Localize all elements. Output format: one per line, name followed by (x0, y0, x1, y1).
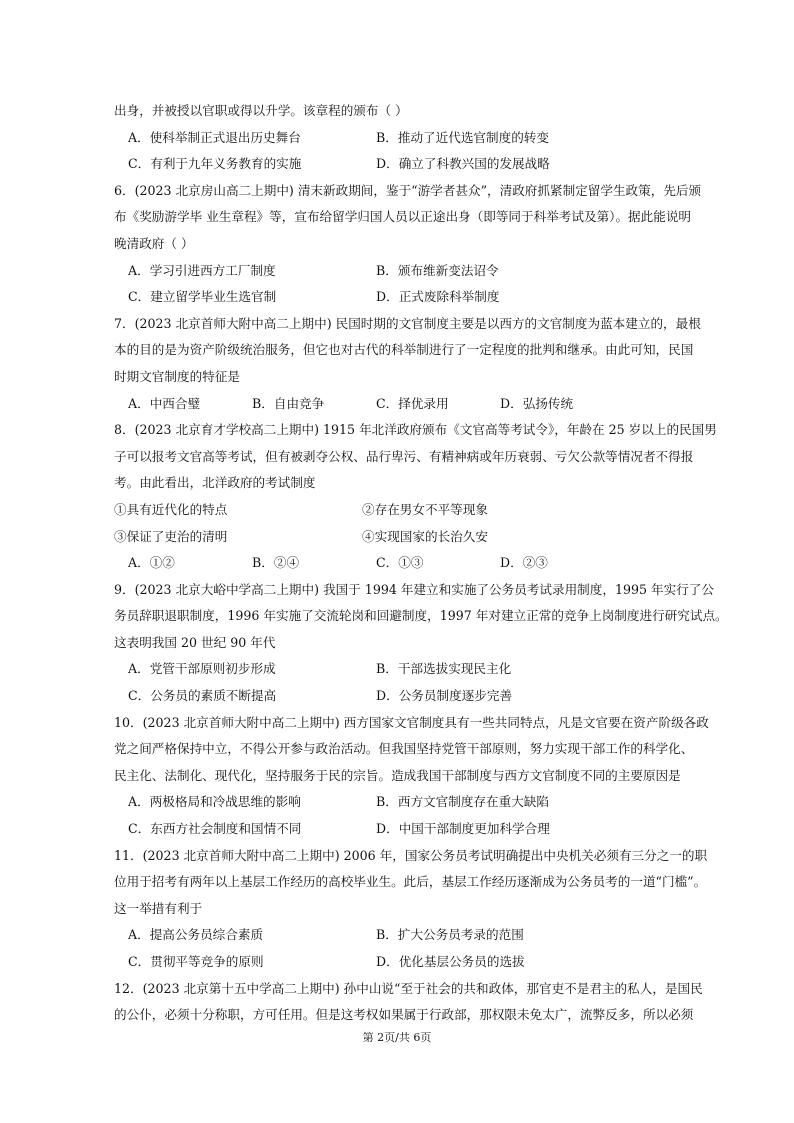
question-stem-line: 党之间严格保持中立，不得公开参与政治活动。但我国坚持党管干部原则，努力实现干部工作的科学化、 (114, 741, 694, 757)
options-row (114, 550, 684, 577)
question-9 (114, 577, 728, 710)
question-10 (114, 710, 709, 843)
statements-row (114, 524, 684, 551)
option-b: B．自由竞争 (252, 395, 325, 411)
question-stem-line: 考。由此看出，北洋政府的考试制度 (114, 475, 316, 491)
option-c: C．公务员的素质不断提高 (128, 688, 277, 704)
question-stem-line: 7．(2023 北京首师大附中高二上期中) 民国时期的文官制度主要是以西方的文官制度为蓝本建立的，最根 (114, 315, 701, 331)
options-row (114, 949, 684, 976)
option-d: D．优化基层公务员的选拔 (376, 954, 525, 969)
question-stem-line: 时期文官制度的特征是 (114, 368, 240, 384)
question-stem-line: 12．(2023 北京第十五中学高二上期中) 孙中山说“至于社会的共和政体，那官吏不是君主的私人，是国民 (114, 980, 703, 996)
option-d: D．弘扬传统 (500, 395, 574, 411)
statement-2: ②存在男女不平等现象 (362, 501, 488, 517)
question-list (114, 98, 728, 1029)
option-b: B．干部选拔实现民主化 (376, 661, 512, 677)
option-b: B．扩大公务员考录的范围 (376, 927, 524, 943)
option-a: A．使科举制正式退出历史舞台 (128, 129, 301, 145)
question-stem-line: 11．(2023 北京首师大附中高二上期中) 2006 年，国家公务员考试明确提出中央机关必须有三分之一的职 (114, 847, 708, 863)
option-b: B．推动了近代选官制度的转变 (376, 129, 549, 145)
options-row (114, 258, 684, 285)
option-c: C．建立留学毕业生选官制 (128, 289, 277, 305)
options-row (114, 922, 684, 949)
option-a: A．党管干部原则初步形成 (128, 661, 276, 677)
option-c: C．择优录用 (376, 395, 449, 411)
statement-1: ①具有近代化的特点 (114, 501, 228, 517)
question-stem-line: 8．(2023 北京育才学校高二上期中) 1915 年北洋政府颁布《文官高等考试令》，年龄在 25 岁以上的民国男 (114, 422, 717, 438)
question-stem-line: 晚清政府（ ） (114, 235, 194, 251)
question-stem-line: 本的目的是为资产阶级统治服务，但它也对古代的科举制进行了一定程度的批判和继承。由此可知，民国 (114, 342, 694, 358)
options-row (114, 683, 684, 710)
options-row (114, 391, 684, 418)
statement-4: ④实现国家的长治久安 (362, 528, 488, 544)
options-row (114, 656, 684, 683)
option-d: D．②③ (500, 555, 548, 571)
question-11 (114, 843, 708, 976)
option-d: D．公务员制度逐步完善 (376, 688, 513, 704)
option-c: C．有利于九年义务教育的实施 (128, 156, 302, 172)
question-stem-line: 这表明我国 20 世纪 90 年代 (114, 634, 276, 650)
question-stem-line: 的公仆，必须十分称职，方可任用。但是这考权如果属于行政部，那权限未免太广，流弊反多，所以必须 (114, 1007, 694, 1023)
question-7 (114, 311, 701, 417)
options-row (114, 151, 684, 178)
option-b: B．颁布维新变法诏令 (376, 262, 499, 278)
question-stem-line: 这一举措有利于 (114, 900, 203, 916)
question-stem-line: 出身，并被授以官职或得以升学。该章程的颁布（ ） (114, 103, 408, 118)
options-row (114, 789, 684, 816)
question-stem-line: 民主化、法制化、现代化，坚持服务于民的宗旨。造成我国干部制度与西方文官制度不同的主要原因是 (114, 767, 681, 783)
option-c: C．东西方社会制度和国情不同 (128, 821, 302, 837)
statements-row (114, 497, 684, 524)
options-row (114, 284, 684, 311)
question-stem-line: 9．(2023 北京大峪中学高二上期中) 我国于 1994 年建立和实施了公务员考试录用制度，1995 年实行了公 (114, 581, 714, 597)
question-stem-line: 布《奖励游学毕 业生章程》等，宣布给留学归国人员以正途出身（即等同于科举考试及第）。据此能说明 (114, 209, 692, 225)
option-a: A．学习引进西方工厂制度 (128, 262, 276, 278)
option-a: A．提高公务员综合素质 (128, 927, 264, 943)
question-stem-line: 子可以报考文官高等考试，但有被剥夺公权、品行卑污、有精神病或年历衰弱、亏欠公款等情况者不得报 (114, 448, 694, 464)
option-b: B．②④ (252, 555, 300, 571)
question-stem-line: 10．(2023 北京首师大附中高二上期中) 西方国家文官制度具有一些共同特点，凡是文官要在资产阶级各政 (114, 714, 709, 730)
option-c: C．贯彻平等竞争的原则 (128, 954, 264, 969)
option-a: A．两极格局和冷战思维的影响 (128, 794, 301, 810)
question-6 (114, 178, 702, 311)
page-number-footer: 第 2页/共 6页 (362, 1031, 432, 1044)
question-8 (114, 417, 717, 577)
option-d: D．正式废除科举制度 (376, 289, 500, 305)
question-stem-line: 位用于招考有两年以上基层工作经历的高校毕业生。此后，基层工作经历逐渐成为公务员考的一道“门槛”。 (114, 874, 707, 890)
options-row (114, 816, 684, 843)
option-d: D．中国干部制度更加科学合理 (376, 821, 550, 837)
option-a: A．①② (128, 555, 175, 571)
question-stem-line: 务员辞职退职制度，1996 年实施了交流轮岗和回避制度，1997 年对建立正常的竞争上岗制度进行研究试点。 (114, 608, 728, 624)
option-a: A．中西合璧 (128, 395, 201, 411)
question-12 (114, 976, 703, 1029)
question-stem-line: 6．(2023 北京房山高二上期中) 清末新政期间，鉴于“游学者甚众”，清政府抓紧制定留学生政策，先后颁 (114, 182, 702, 198)
option-d: D．确立了科教兴国的发展战略 (376, 156, 550, 172)
option-c: C．①③ (376, 555, 424, 571)
option-b: B．西方文官制度存在重大缺陷 (376, 794, 549, 810)
statement-3: ③保证了吏治的清明 (114, 528, 228, 544)
options-row (114, 125, 684, 152)
question-5-continuation (114, 98, 684, 178)
